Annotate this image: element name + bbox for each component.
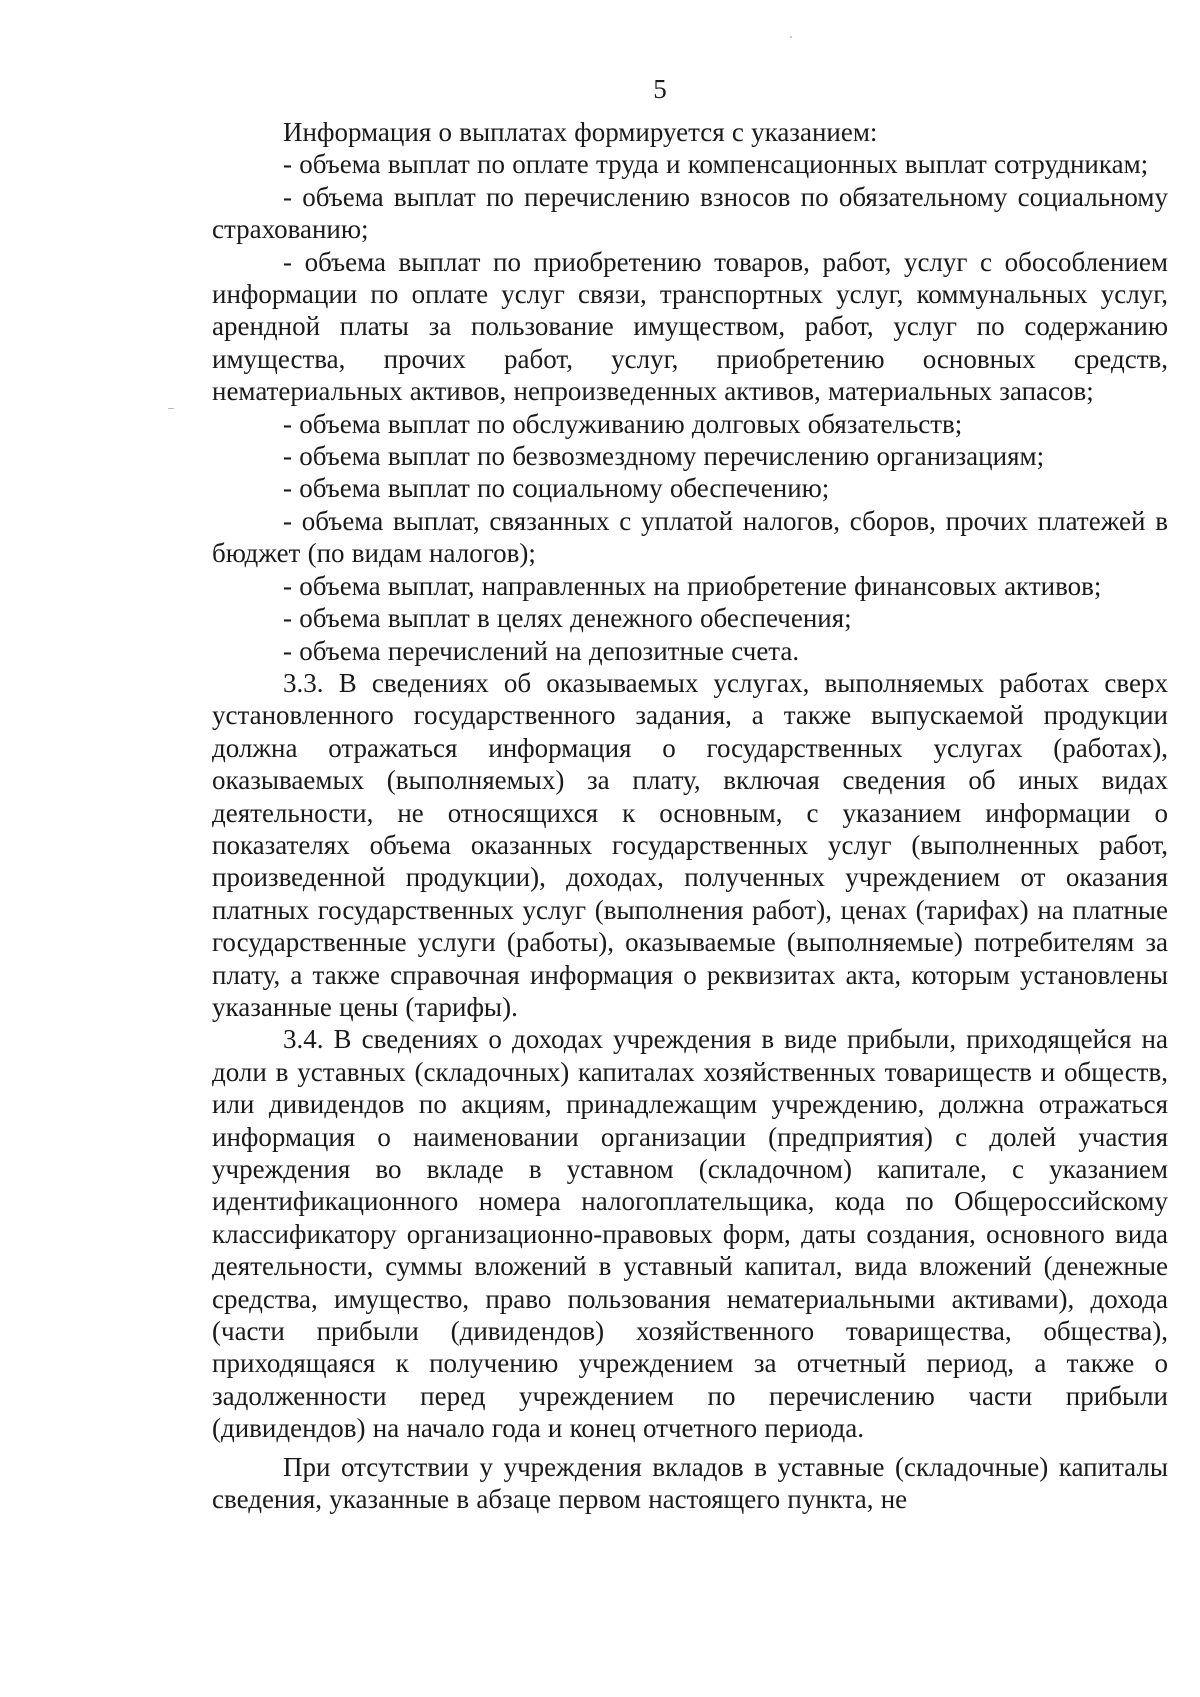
paragraph-3-4: 3.4. В сведениях о доходах учреждения в виде прибыли, приходящейся на доли в уставных (складочных) капиталах хозяйственных товариществ и обществ, или дивидендов по акциям, принадлежащим учреждению, должна отражаться информация о наименовании организации (предприятия) с долей участия учреждения во вкладе в уставном (складочном) капитале, с указанием идентификационного номера налогоплательщика, кода по Общероссийскому классификатору организационно-правовых форм, даты создания, основного вида деятельности, суммы вложений в уставный капитал, вида вложений (денежные средства, имущество, право пользования нематериальными активами), дохода (части прибыли (дивидендов) хозяйственного товарищества, общества), приходящаяся к получению учреждением за отчетный период, а также о задолженности перед учреждением по перечислению части прибыли (дивидендов) на начало года и конец отчетного периода.: [212, 1024, 1168, 1444]
list-item-taxes: - объема выплат, связанных с уплатой налогов, сборов, прочих платежей в бюджет (по видам налогов);: [212, 505, 1168, 569]
list-item-debt-service: - объема выплат по обслуживанию долговых обязательств;: [283, 408, 963, 439]
paragraph-intro: Информация о выплатах формируется с указанием:: [283, 117, 878, 147]
list-item-monetary-allowance: - объема выплат в целях денежного обеспечения;: [283, 603, 852, 634]
paragraph-3-3: 3.3. В сведениях об оказываемых услугах, выполняемых работах сверх установленного государственного задания, а также выпускаемой продукции должна отражаться информация о государственных услугах (работах), оказываемых (выполняемых) за плату, включая сведения об иных видах деятельности, не относящихся к основным, с указанием информации о показателях объема оказанных государственных услуг (выполненных работ, произведенной продукции), доходах, полученных учреждением от оказания платных государственных услуг (выполнения работ), ценах (тарифах) на платные государственные услуги (работы), оказываемые (выполняемые) потребителям за плату, а также справочная информация о реквизитах акта, которым установлены указанные цены (тарифы).: [212, 667, 1168, 1022]
paragraph-no-contributions: При отсутствии у учреждения вкладов в уставные (складочные) капиталы сведения, указанные в абзаце первом настоящего пункта, не: [212, 1451, 1168, 1515]
scan-speck: [168, 408, 174, 409]
scan-speck: [790, 36, 792, 38]
document-body: [212, 116, 1168, 1515]
list-item-labor-payments: - объема выплат по оплате труда и компенсационных выплат сотрудникам;: [283, 149, 1149, 180]
page-number: 5: [653, 74, 667, 104]
list-item-goods-works-services: - объема выплат по приобретению товаров, работ, услуг с обособлением информации по оплате услуг связи, транспортных услуг, коммунальных услуг, арендной платы за пользование имуществом, работ, услуг по содержанию имущества, прочих работ, услуг, приобретению основных средств, нематериальных активов, непроизведенных активов, материальных запасов;: [212, 246, 1168, 407]
list-item-social-insurance: - объема выплат по перечислению взносов по обязательному социальному страхованию;: [212, 181, 1168, 245]
list-item-deposit-transfers: - объема перечислений на депозитные счета.: [283, 635, 800, 666]
list-item-social-security: - объема выплат по социальному обеспечению;: [283, 473, 830, 504]
list-item-gratuitous-transfers: - объема выплат по безвозмездному перечислению организациям;: [283, 441, 1045, 472]
list-item-financial-assets: - объема выплат, направленных на приобретение финансовых активов;: [283, 570, 1102, 601]
